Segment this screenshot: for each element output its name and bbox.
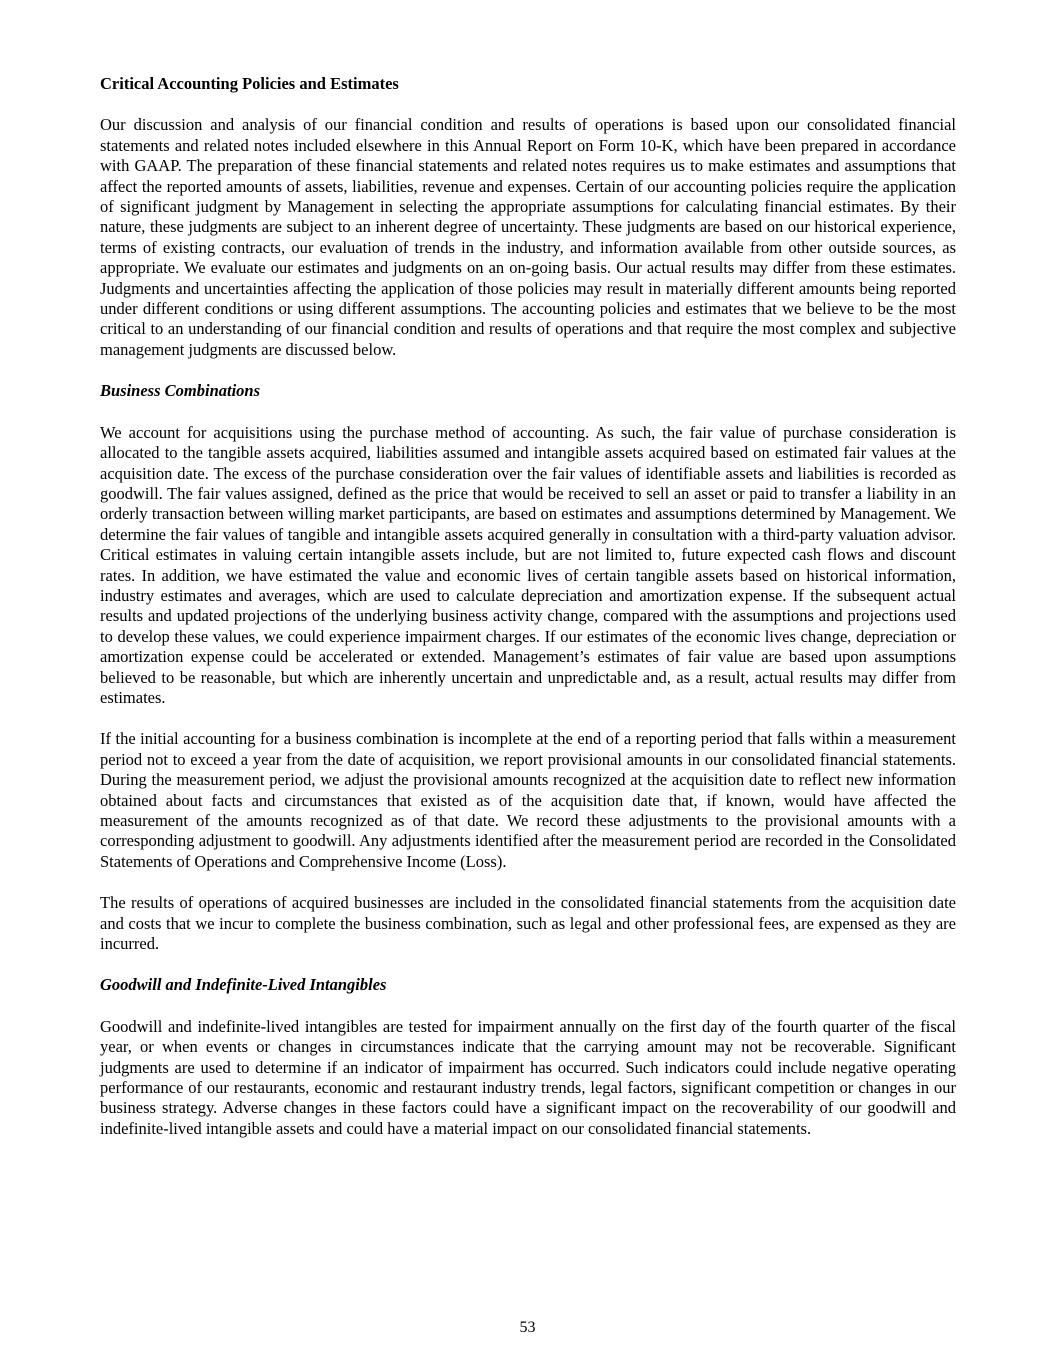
paragraph-business-combinations-1: We account for acquisitions using the purchase method of accounting. As such, the fair value of purchase consideration is allocated to the tangible assets acquired, liabilities assumed and intangible assets acquired based on estimated fair values at the acquisition date. The excess of the purchase consideration over the fair values of identifiable assets and liabilities is recorded as goodwill. The fair values assigned, defined as the price that would be received to sell an asset or paid to transfer a liability in an orderly transaction between willing market participants, are based on estimates and assumptions determined by Management. We determine the fair values of tangible and intangible assets acquired generally in consultation with a third-party valuation advisor. Critical estimates in valuing certain intangible assets include, but are not limited to, future expected cash flows and discount rates. In addition, we have estimated the value and economic lives of certain tangible assets based on historical information, industry estimates and averages, which are used to calculate depreciation and amortization expense. If the subsequent actual results and updated projections of the underlying business activity change, compared with the assumptions and projections used to develop these values, we could experience impairment charges. If our estimates of the economic lives change, depreciation or amortization expense could be accelerated or extended. Management’s estimates of fair value are based upon assumptions believed to be reasonable, but which are inherently uncertain and unpredictable and, as a result, actual results may differ from estimates. <box>100 422 956 707</box>
paragraph-goodwill-indefinite-lived-intangibles: Goodwill and indefinite-lived intangibles are tested for impairment annually on the first day of the fourth quarter of the fiscal year, or when events or changes in circumstances indicate that the carrying amount may not be recoverable. Significant judgments are used to determine if an indicator of impairment has occurred. Such indicators could include negative operating performance of our restaurants, economic and restaurant industry trends, legal factors, significant competition or changes in our business strategy. Adverse changes in these factors could have a significant impact on the recoverability of our goodwill and indefinite-lived intangible assets and could have a material impact on our consolidated financial statements. <box>100 1016 956 1138</box>
paragraph-business-combinations-3: The results of operations of acquired businesses are included in the consolidated financial statements from the acquisition date and costs that we incur to complete the business combination, such as legal and other professional fees, are expensed as they are incurred. <box>100 893 956 954</box>
document-content <box>100 74 956 1160</box>
section-heading-critical-accounting-policies-and-estimates: Critical Accounting Policies and Estimates <box>100 74 399 93</box>
section-heading-goodwill-and-indefinite-lived-intangibles: Goodwill and Indefinite-Lived Intangibles <box>100 975 387 995</box>
paragraph-business-combinations-2: If the initial accounting for a business combination is incomplete at the end of a reporting period that falls within a measurement period not to exceed a year from the date of acquisition, we report provisional amounts in our consolidated financial statements. During the measurement period, we adjust the provisional amounts recognized at the acquisition date to reflect new information obtained about facts and circumstances that existed as of the acquisition date that, if known, would have affected the measurement of the amounts recognized as of that date. We record these adjustments to the provisional amounts with a corresponding adjustment to goodwill. Any adjustments identified after the measurement period are recorded in the Consolidated Statements of Operations and Comprehensive Income (Loss). <box>100 729 956 871</box>
page-number: 53 <box>519 1319 536 1336</box>
section-heading-business-combinations: Business Combinations <box>100 381 261 401</box>
paragraph-critical-accounting-policies: Our discussion and analysis of our financial condition and results of operations is based upon our consolidated financial statements and related notes included elsewhere in this Annual Report on Form 10-K, which have been prepared in accordance with GAAP. The preparation of these financial statements and related notes requires us to make estimates and assumptions that affect the reported amounts of assets, liabilities, revenue and expenses. Certain of our accounting policies require the application of significant judgment by Management in selecting the appropriate assumptions for calculating financial estimates. By their nature, these judgments are subject to an inherent degree of uncertainty. These judgments are based on our historical experience, terms of existing contracts, our evaluation of trends in the industry, and information available from other outside sources, as appropriate. We evaluate our estimates and judgments on an on-going basis. Our actual results may differ from these estimates. Judgments and uncertainties affecting the application of those policies may result in materially different amounts being reported under different conditions or using different assumptions. The accounting policies and estimates that we believe to be the most critical to an understanding of our financial condition and results of operations and that require the most complex and subjective management judgments are discussed below. <box>100 115 956 359</box>
